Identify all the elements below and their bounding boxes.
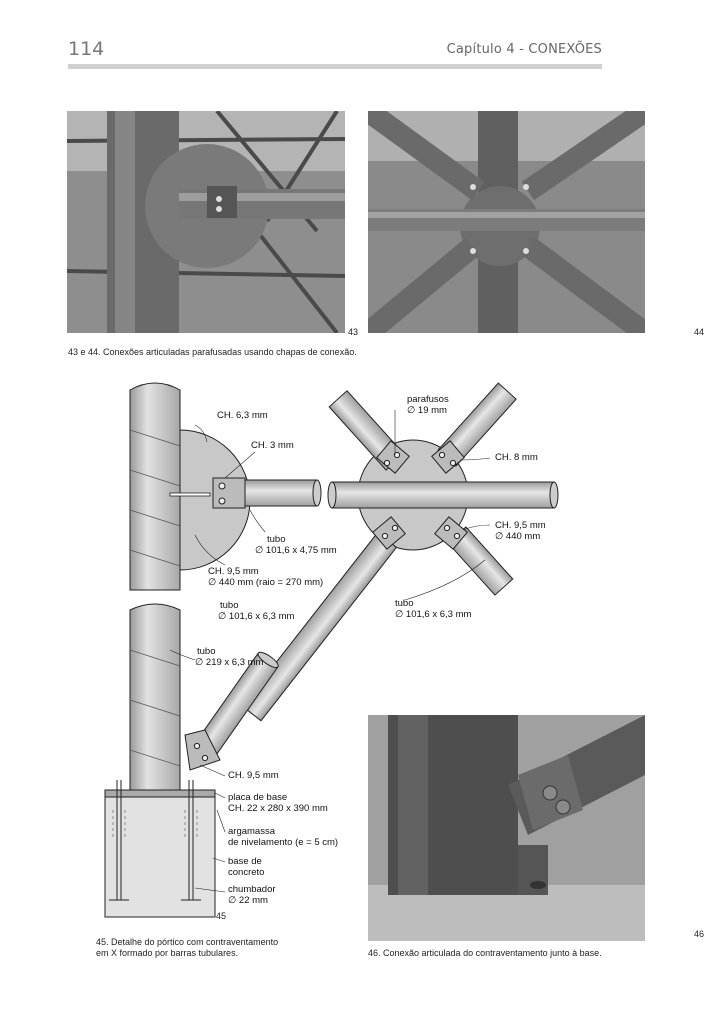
- figure-number-46: 46: [694, 929, 705, 939]
- figure-number-45: 45: [216, 911, 227, 921]
- label-ch95-a-dim: ∅ 440 mm (raio = 270 mm): [208, 577, 324, 588]
- label-ch95-c: CH. 9,5 mm: [228, 770, 279, 781]
- photo-43: [67, 111, 345, 333]
- page-number: 114: [68, 38, 105, 60]
- caption-45-line1: 45. Detalhe do pórtico com contraventamento: [96, 937, 279, 947]
- label-argamassa2: de nivelamento (e = 5 cm): [228, 837, 339, 848]
- label-tubo1: tubo: [267, 534, 286, 545]
- photo-46: [368, 715, 645, 941]
- label-base1: base de: [228, 856, 262, 867]
- label-ch95-a: CH. 9,5 mm: [208, 566, 259, 577]
- header-rule: [68, 64, 602, 69]
- label-ch3: CH. 3 mm: [251, 440, 294, 451]
- label-tubo1-dim: ∅ 101,6 x 4,75 mm: [255, 545, 337, 556]
- label-tubo2-dim: ∅ 101,6 x 6,3 mm: [218, 611, 295, 622]
- label-tubo3-dim: ∅ 219 x 6,3 mm: [195, 657, 264, 668]
- caption-45-line2: em X formado por barras tubulares.: [96, 948, 239, 958]
- label-argamassa1: argamassa: [228, 826, 275, 837]
- label-ch8: CH. 8 mm: [495, 452, 538, 463]
- photo-44: [368, 111, 645, 333]
- label-tubo3: tubo: [197, 646, 216, 657]
- figure-number-44: 44: [694, 327, 705, 337]
- label-tubo4: tubo: [395, 598, 414, 609]
- label-tubo4-dim: ∅ 101,6 x 6,3 mm: [395, 609, 472, 620]
- label-chumbador: chumbador: [228, 884, 276, 895]
- label-placa2: CH. 22 x 280 x 390 mm: [228, 803, 328, 814]
- label-placa1: placa de base: [228, 792, 288, 803]
- label-ch95-b-dim: ∅ 440 mm: [495, 531, 541, 542]
- figure-number-43: 43: [348, 327, 359, 337]
- chapter-title: Capítulo 4 - CONEXÕES: [446, 42, 602, 57]
- label-ch95-b: CH. 9,5 mm: [495, 520, 546, 531]
- label-parafusos: parafusos: [407, 394, 449, 405]
- label-tubo2: tubo: [220, 600, 239, 611]
- caption-46: 46. Conexão articulada do contraventamento junto à base.: [368, 948, 602, 958]
- label-chumbador-dim: ∅ 22 mm: [228, 895, 268, 906]
- label-base2: concreto: [228, 867, 265, 878]
- caption-43-44: 43 e 44. Conexões articuladas parafusadas usando chapas de conexão.: [68, 347, 357, 357]
- label-ch63: CH. 6,3 mm: [217, 410, 268, 421]
- label-parafusos-dim: ∅ 19 mm: [407, 405, 447, 416]
